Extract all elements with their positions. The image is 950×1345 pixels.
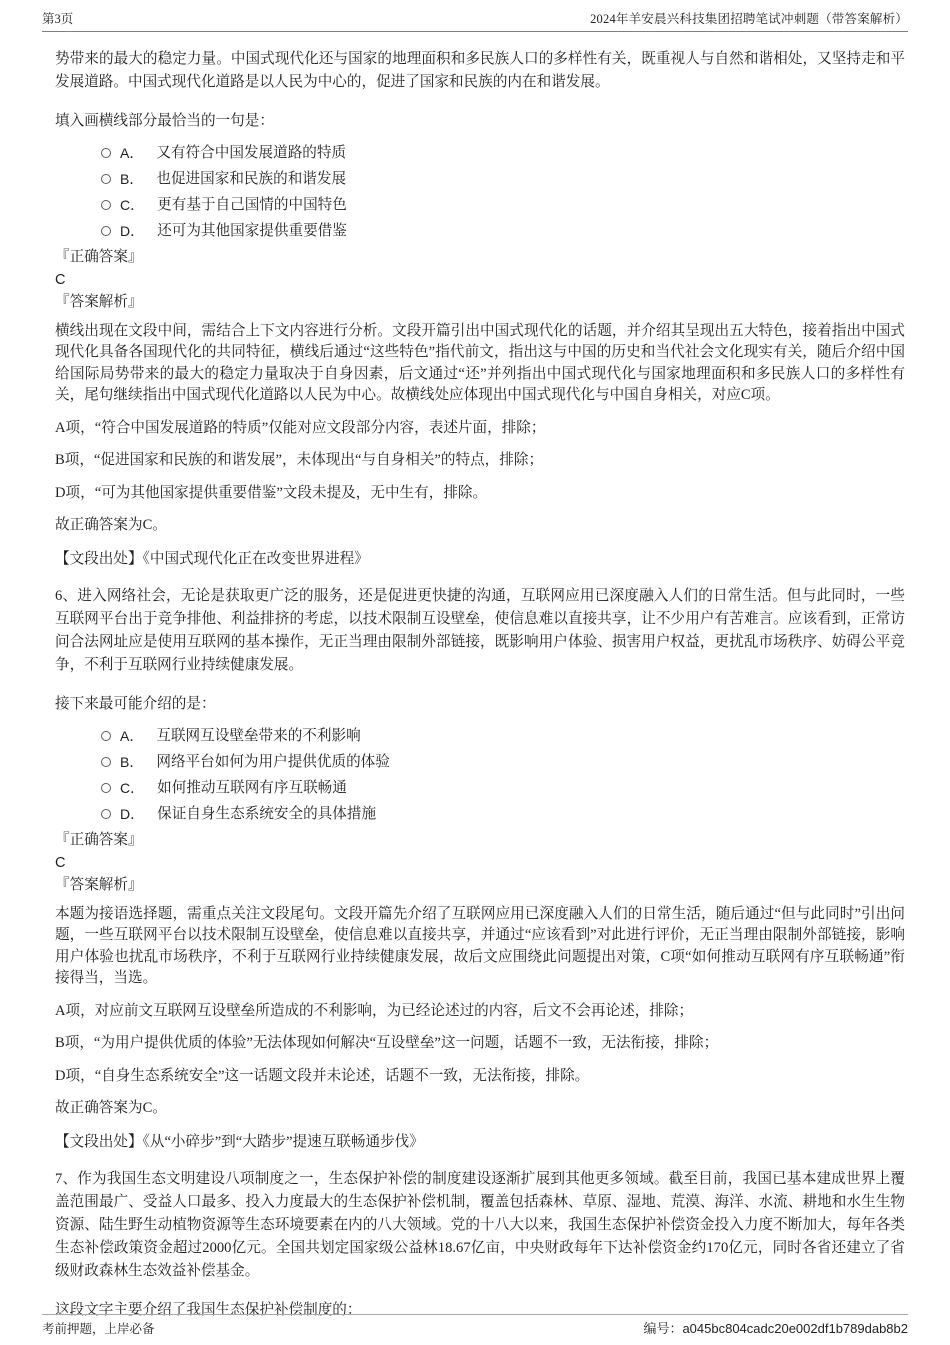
option-letter: D． (120, 806, 145, 822)
radio-button-icon[interactable] (101, 731, 111, 741)
question5-analysis-text: 横线出现在文段中间，需结合上下文内容进行分析。文段开篇引出中国式现代化的话题，并介绍其呈现出五大特色，接着指出中国式现代化具备各国现代化的共同特征，横线后通过“这些特色”指代前文，指出这与中国的历史和当代社会文化现实有关，随后介绍中国给国际局势带来的最大的稳定力量取决于自身因素，后文通过“还”并列指出中国式现代化与国家地理面积和多民族人口的多样性有关，尾句继续指出中国式现代化道路以人民为中心。故横线处应体现出中国式现代化与中国自身相关，对应C项。 (55, 322, 905, 403)
radio-button-icon[interactable] (101, 174, 111, 184)
question5-conclusion: 故正确答案为C。 (55, 517, 167, 533)
question6-correct-answer-value: C (55, 854, 66, 871)
question5-option-a[interactable] (101, 140, 905, 166)
question6-point-b: B项，“为用户提供优质的体验”无法体现如何解决“互设壁垒”这一问题，话题不一致，无法衔接，排除； (55, 1035, 719, 1051)
radio-button-icon[interactable] (101, 757, 111, 767)
question7-prompt: 这段文字主要介绍了我国生态保护补偿制度的： (55, 1302, 362, 1318)
option-text: 还可为其他国家提供重要借鉴 (157, 223, 347, 239)
question6-source: 【文段出处】《从“小碎步”到“大踏步”提速互联畅通步伐》 (55, 1133, 424, 1150)
question6-option-c[interactable] (101, 775, 905, 801)
question5-point-a: A项，“符合中国发展道路的特质”仅能对应文段部分内容，表述片面，排除； (55, 419, 546, 436)
option-letter: A． (120, 145, 144, 161)
question5-stem-continued: 势带来的最大的稳定力量。中国式现代化还与国家的地理面积和多民族人口的多样性有关，既重视人与自然和谐相处，又坚持走和平发展道路。中国式现代化道路是以人民为中心的，促进了国家和民族的内在和谐发展。 (55, 51, 905, 90)
question6-prompt: 接下来最可能介绍的是： (55, 696, 216, 712)
question6-options (101, 723, 905, 827)
question6-analysis-text: 本题为接语选择题，需重点关注文段尾句。文段开篇先介绍了互联网应用已深度融入人们的日常生活，随后通过“但与此同时”引出问题，一些互联网平台以技术限制互设壁垒，使信息难以直接共享，并通过“应该看到”对此进行评价，无正当理由限制外部链接，影响用户体验也扰乱市场秩序，不利于互联网行业持续健康发展，故后文应围绕此问题提出对策，C项“如何推动互联网有序互联畅通”衔接得当，当选。 (55, 905, 905, 986)
question6-analysis-label: 『答案解析』 (55, 877, 143, 893)
radio-button-icon[interactable] (101, 148, 111, 158)
question6-stem: 6、进入网络社会，无论是获取更广泛的服务，还是促进更快捷的沟通，互联网应用已深度融入人们的日常生活。但与此同时，一些互联网平台出于竞争排他、利益排挤的考虑，以技术限制互设壁垒，使信息难以直接共享，让不少用户有苦难言。应该看到，正常访问合法网址应是使用互联网的基本操作，无正当理由限制外部链接，既影响用户体验、损害用户权益，更扰乱市场秩序、妨碍公平竞争，不利于互联网行业持续健康发展。 (55, 588, 905, 673)
question6-option-b[interactable] (101, 749, 905, 775)
document-title: 2024年羊安晨兴科技集团招聘笔试冲刺题（带答案解析） (590, 12, 908, 26)
page-header (42, 12, 908, 32)
option-text: 网络平台如何为用户提供优质的体验 (156, 754, 390, 770)
question5-prompt: 填入画横线部分最恰当的一句是： (55, 113, 274, 129)
radio-button-icon[interactable] (101, 200, 111, 210)
question5-point-b: B项，“促进国家和民族的和谐发展”，未体现出“与自身相关”的特点，排除； (55, 452, 544, 468)
option-letter: D． (120, 223, 145, 239)
radio-button-icon[interactable] (101, 226, 111, 236)
question6-point-a: A项，对应前文互联网互设壁垒所造成的不利影响，为已经论述过的内容，后文不会再论述，排除； (55, 1002, 694, 1019)
option-text: 互联网互设壁垒带来的不利影响 (156, 728, 361, 744)
question5-correct-answer-label: 『正确答案』 (55, 249, 143, 265)
question5-source: 【文段出处】《中国式现代化正在改变世界进程》 (55, 550, 369, 567)
question5-analysis-label: 『答案解析』 (55, 294, 143, 310)
option-letter: A． (120, 728, 144, 744)
radio-button-icon[interactable] (101, 783, 111, 793)
question6-point-d: D项，“自身生态系统安全”这一话题文段并未论述，话题不一致，无法衔接，排除。 (55, 1067, 590, 1084)
option-text: 更有基于自己国情的中国特色 (157, 197, 347, 213)
radio-button-icon[interactable] (101, 809, 111, 819)
page-footer (42, 1314, 908, 1337)
option-text: 又有符合中国发展道路的特质 (156, 145, 347, 161)
footer-serial-number: 编号：a045bc804cadc20e002df1b789dab8b2 (643, 1321, 908, 1336)
page-content (0, 48, 950, 1321)
footer-slogan: 考前押题，上岸必备 (42, 1322, 155, 1336)
question5-option-d[interactable] (101, 218, 905, 244)
option-text: 也促进国家和民族的和谐发展 (156, 171, 347, 187)
question5-option-c[interactable] (101, 192, 905, 218)
option-letter: B． (120, 754, 144, 770)
option-letter: B． (120, 171, 144, 187)
option-text: 保证自身生态系统安全的具体措施 (157, 806, 377, 822)
question6-option-a[interactable] (101, 723, 905, 749)
question5-options (101, 140, 905, 244)
page-number: 第3页 (42, 12, 74, 26)
question6-option-d[interactable] (101, 801, 905, 827)
question5-correct-answer-value: C (55, 271, 66, 288)
option-text: 如何推动互联网有序互联畅通 (157, 780, 347, 796)
option-letter: C． (120, 197, 145, 213)
question5-point-d: D项，“可为其他国家提供重要借鉴”文段未提及，无中生有，排除。 (55, 484, 488, 501)
question7-stem: 7、作为我国生态文明建设八项制度之一，生态保护补偿的制度建设逐渐扩展到其他更多领域。截至目前，我国已基本建成世界上覆盖范围最广、受益人口最多、投入力度最大的生态保护补偿机制，覆盖包括森林、草原、湿地、荒漠、海洋、水流、耕地和水生生物资源、陆生野生动植物资源等生态环境要素在内的八大领域。党的十八大以来，我国生态保护补偿资金投入力度不断加大，每年各类生态补偿政策资金超过2000亿元。全国共划定国家级公益林18.67亿亩，中央财政每年下达补偿资金约170亿元，同时各省还建立了省级财政森林生态效益补偿基金。 (55, 1171, 905, 1279)
question6-correct-answer-label: 『正确答案』 (55, 832, 143, 848)
option-letter: C． (120, 780, 145, 796)
question5-option-b[interactable] (101, 166, 905, 192)
question6-conclusion: 故正确答案为C。 (55, 1100, 167, 1116)
